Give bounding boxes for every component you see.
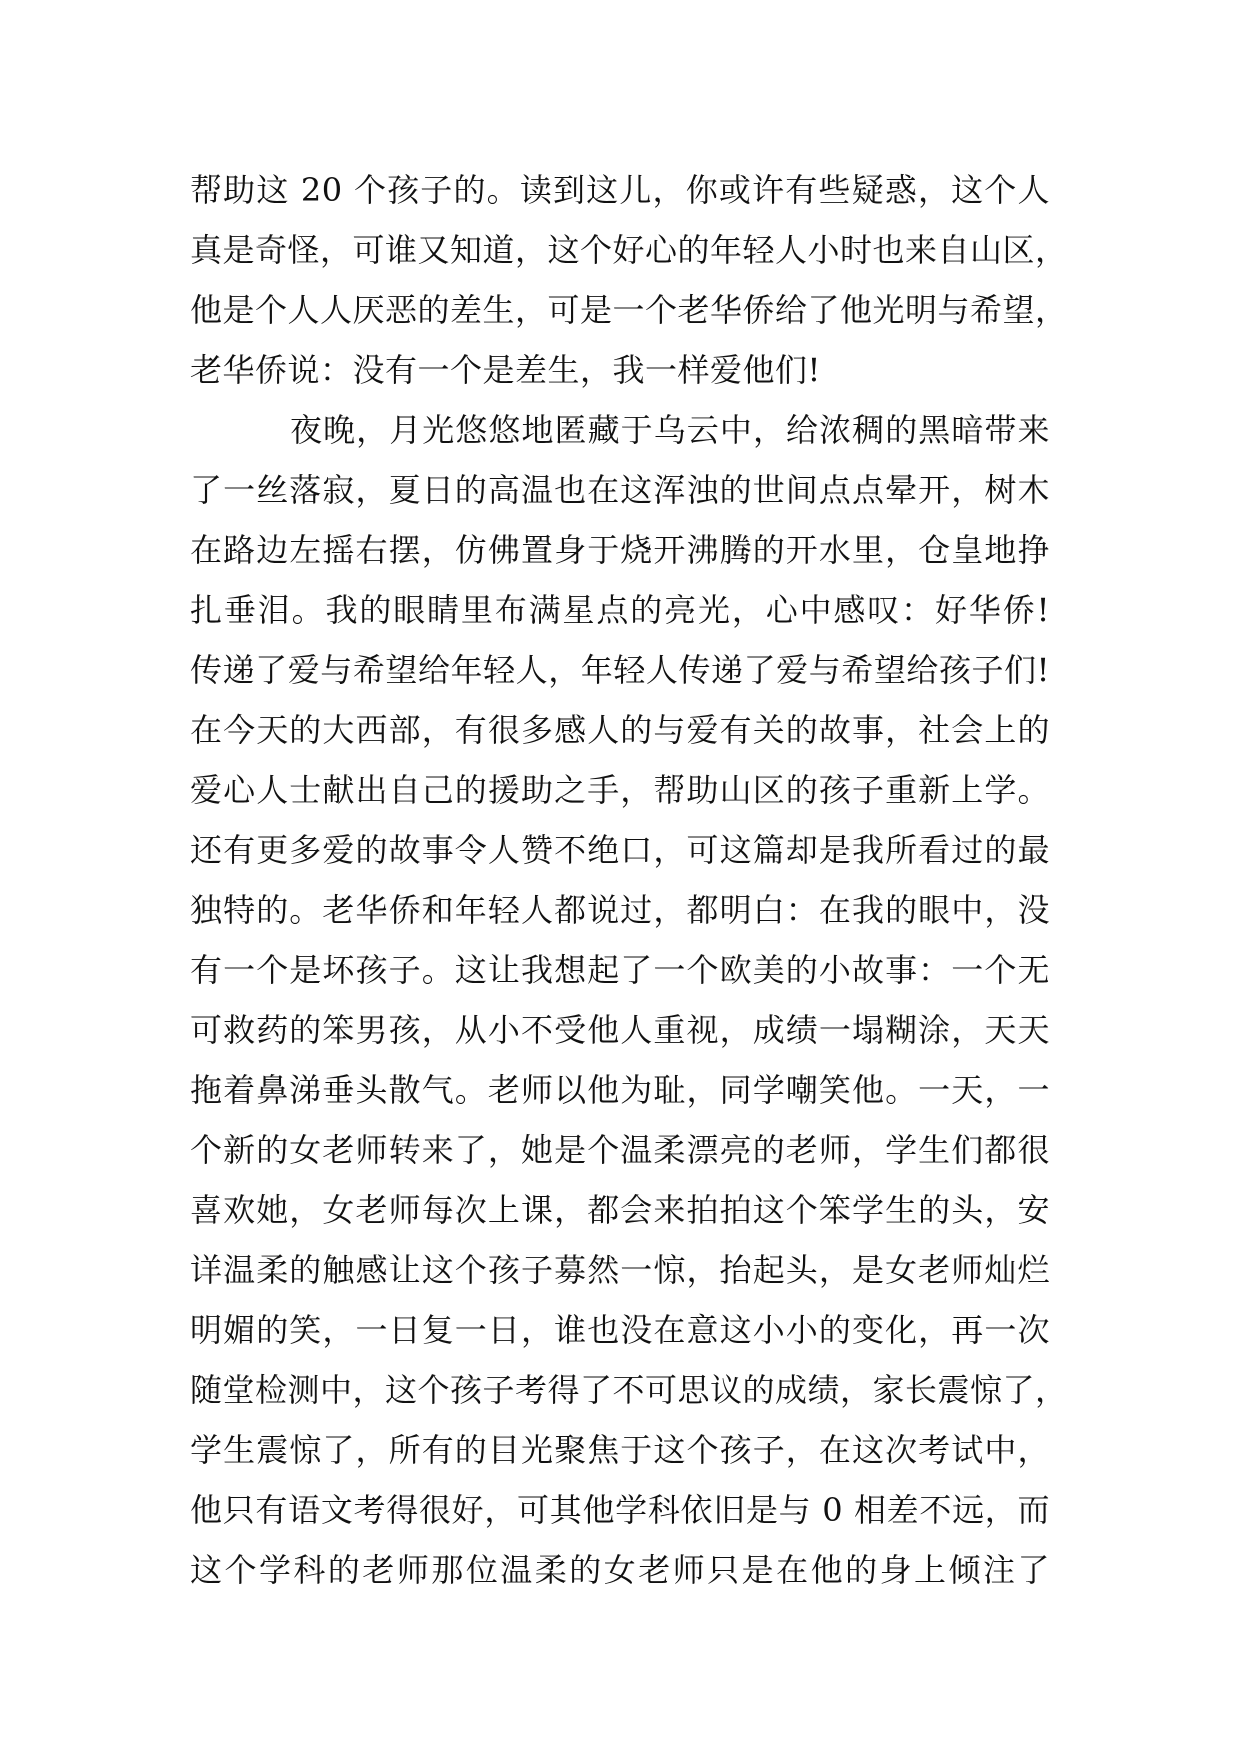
text-line: 帮助这 20 个孩子的。读到这儿，你或许有些疑惑，这个人: [190, 171, 1050, 209]
text-line: 了一丝落寂，夏日的高温也在这浑浊的世间点点晕开，树木: [190, 471, 1050, 509]
text-line: 在今天的大西部，有很多感人的与爱有关的故事，社会上的: [190, 711, 1050, 749]
text-line: 学生震惊了，所有的目光聚焦于这个孩子，在这次考试中，: [190, 1431, 1050, 1469]
text-line: 扎垂泪。我的眼睛里布满星点的亮光，心中感叹：好华侨!: [190, 591, 1050, 629]
text-line: 老华侨说：没有一个是差生，我一样爱他们!: [190, 351, 821, 389]
text-line: 拖着鼻涕垂头散气。老师以他为耻，同学嘲笑他。一天，一: [190, 1071, 1050, 1109]
text-line: 喜欢她，女老师每次上课，都会来拍拍这个笨学生的头，安: [190, 1191, 1050, 1229]
text-line: 他是个人人厌恶的差生，可是一个老华侨给了他光明与希望，: [190, 291, 1068, 329]
text-line: 独特的。老华侨和年轻人都说过，都明白：在我的眼中，没: [190, 891, 1050, 929]
text-line: 随堂检测中，这个孩子考得了不可思议的成绩，家长震惊了，: [190, 1371, 1068, 1409]
text-line: 爱心人士献出自己的援助之手，帮助山区的孩子重新上学。: [190, 771, 1050, 809]
text-line: 明媚的笑，一日复一日，谁也没在意这小小的变化，再一次: [190, 1311, 1050, 1349]
text-line: 可救药的笨男孩，从小不受他人重视，成绩一塌糊涂，天天: [190, 1011, 1050, 1049]
text-line: 有一个是坏孩子。这让我想起了一个欧美的小故事：一个无: [190, 951, 1050, 989]
text-line: 传递了爱与希望给年轻人，年轻人传递了爱与希望给孩子们!: [190, 651, 1050, 689]
paragraph-first-line: 夜晚，月光悠悠地匿藏于乌云中，给浓稠的黑暗带来: [290, 411, 1050, 449]
text-line: 个新的女老师转来了，她是个温柔漂亮的老师，学生们都很: [190, 1131, 1050, 1169]
text-line: 在路边左摇右摆，仿佛置身于烧开沸腾的开水里，仓皇地挣: [190, 531, 1050, 569]
text-line: 这个学科的老师那位温柔的女老师只是在他的身上倾注了: [190, 1551, 1050, 1589]
text-line: 真是奇怪，可谁又知道，这个好心的年轻人小时也来自山区，: [190, 231, 1068, 269]
body-text: [190, 160, 1068, 1600]
text-line: 他只有语文考得很好，可其他学科依旧是与 0 相差不远，而: [190, 1491, 1050, 1529]
text-line: 还有更多爱的故事令人赞不绝口，可这篇却是我所看过的最: [190, 831, 1050, 869]
text-line: 详温柔的触感让这个孩子募然一惊，抬起头，是女老师灿烂: [190, 1251, 1050, 1289]
